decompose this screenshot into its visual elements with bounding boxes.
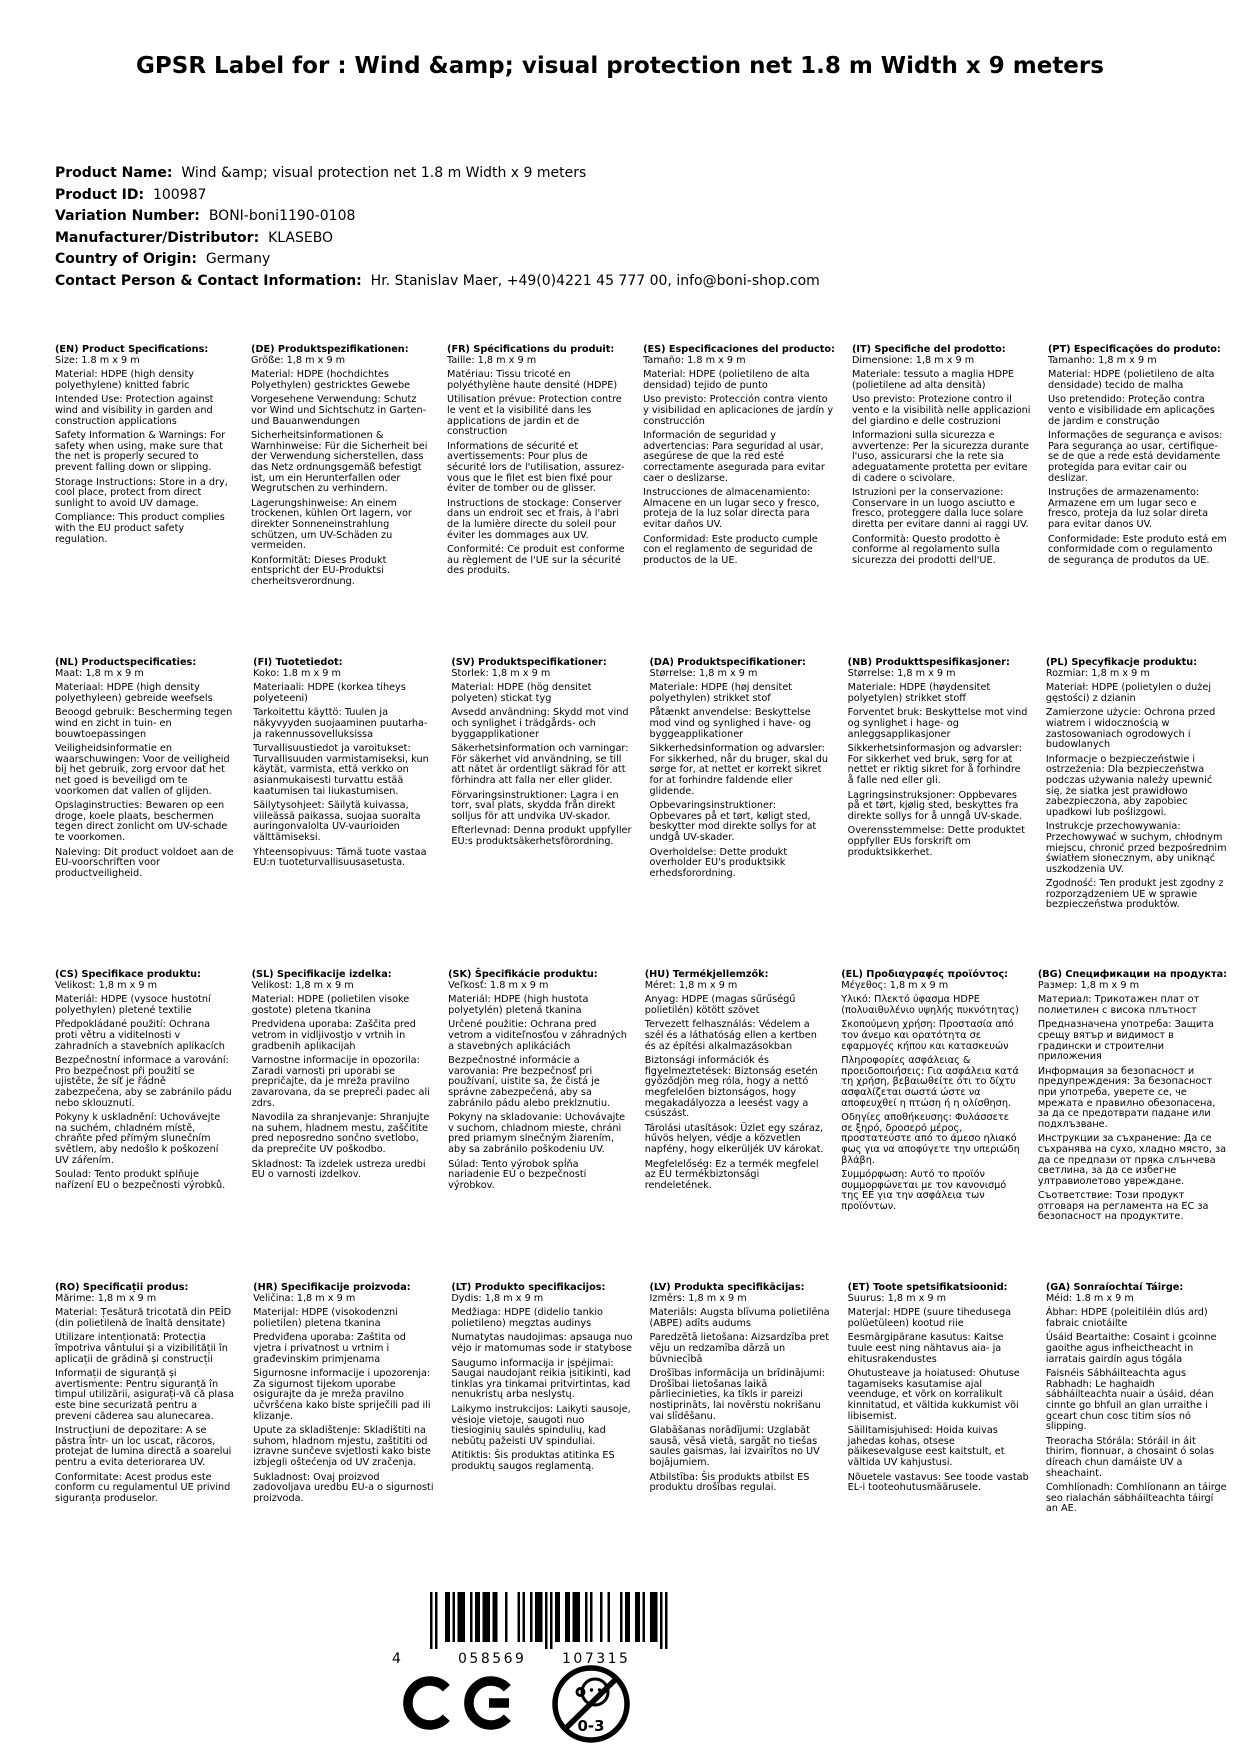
spec-paragraph: Tervezett felhasználás: Védelem a szél és a láthatóság ellen a kertben és az építési alkalmazásokban — [644, 1019, 817, 1052]
spec-paragraph: Naleving: Dit product voldoet aan de EU-voorschriften voor productveiligheid. — [55, 846, 234, 879]
product-info-row — [55, 228, 820, 250]
spec-size-line: Größe: 1,8 m x 9 m — [251, 354, 346, 366]
spec-size-line: Izmērs: 1,8 m x 9 m — [649, 1292, 747, 1304]
spec-size-line: Velikost: 1,8 m x 9 m — [251, 979, 354, 991]
spec-size-line: Veľkosť: 1.8 m x 9 m — [448, 979, 549, 991]
spec-paragraph: Lagerungshinweise: An einem trockenen, kühlen Ort lagern, vor direkter Sonneneinstrahlung schützen, um UV-Schäden zu vermeiden. — [251, 497, 412, 552]
spec-paragraph: Bezpečnostné informácie a varovania: Pre bezpečnosť pri používaní, uistite sa, že čistá je správne zabezpečená, aby sa zabránilo pádu alebo preklznutiu. — [448, 1055, 611, 1109]
spec-paragraph: Opbevaringsinstruktioner: Opbevares på et tørt, køligt sted, beskytter mod direkte sollys for at undgå UV-skader. — [649, 800, 817, 843]
spec-paragraph: Predviđena uporaba: Zaštita od vjetra i privatnost u vrtnim i građevinskim primjenama — [253, 1332, 406, 1365]
spec-block-pl — [1046, 658, 1227, 911]
spec-heading: (LV) Produkta specifikācijas: — [649, 1282, 805, 1293]
spec-paragraph: Material: HDPE (high density polyethylene) knitted fabric — [55, 369, 194, 391]
spec-paragraph: Safety Information & Warnings: For safety when using, make sure that the net is properly secured to prevent falling down or slipping. — [55, 430, 226, 473]
spec-block-bg — [1038, 970, 1227, 1223]
spec-paragraph: Tarkoitettu käyttö: Tuulen ja näkyvyyden suojaaminen puutarha- ja rakennussovelluksissa — [253, 707, 428, 740]
spec-size-line: Dydis: 1,8 m x 9 m — [451, 1292, 544, 1304]
spec-paragraph: Matériau: Tissu tricoté en polyéthylène haute densité (HDPE) — [447, 369, 618, 391]
spec-paragraph: Numatytas naudojimas: apsauga nuo vėjo ir matomumas sode ir statybose — [451, 1332, 633, 1354]
spec-paragraph: Soulad: Tento produkt splňuje nařízení EU o bezpečnosti výrobků. — [55, 1169, 226, 1191]
spec-block-cs — [55, 970, 235, 1223]
ean13-barcode — [392, 1592, 682, 1672]
spec-paragraph: Anyag: HDPE (magas sűrűségű polietilén) kötött szövet — [644, 994, 796, 1016]
spec-heading: (NB) Produkttspesifikasjoner: — [847, 657, 1010, 668]
product-info-row — [55, 249, 820, 271]
spec-paragraph: Materiale: HDPE (høydensitet polyetylen) strikket stoff — [847, 682, 991, 704]
spec-paragraph: Materiał: HDPE (polietylen o dużej gęstości) z dzianin — [1045, 682, 1212, 704]
spec-heading: (IT) Specifiche del prodotto: — [851, 344, 1006, 355]
spec-block-et — [848, 1283, 1029, 1515]
barcode-system-digit: 4 — [392, 1651, 404, 1667]
spec-paragraph: Atitiktis: Šis produktas atitinka ES produktų saugos reglamentą. — [451, 1450, 615, 1472]
spec-paragraph: Οδηγίες αποθήκευσης: Φυλάσσετε σε ξηρό, δροσερό μέρος, προστατεύστε από το άμεσο ηλιακό φως για να αποφύγετε την υπεριώδη βλάβη. — [841, 1112, 1020, 1166]
age-warning-label: 0-3 — [577, 1717, 605, 1735]
spec-heading: (HU) Termékjellemzők: — [644, 969, 769, 980]
spec-paragraph: Megfelelőség: Ez a termék megfelel az EU termékbiztonsági rendeletének. — [644, 1158, 819, 1191]
spec-grid-row-2 — [55, 658, 1227, 911]
spec-heading: (SL) Specifikacije izdelka: — [251, 969, 392, 980]
spec-paragraph: Eesmärgipärane kasutus: Kaitse tuule eest ning nähtavus aia- ja ehitusrakendustes — [847, 1332, 1004, 1365]
spec-paragraph: Conformità: Questo prodotto è conforme al regolamento sulla sicurezza dei prodotti dell'UE. — [851, 533, 1001, 566]
spec-paragraph: Treoracha Stórála: Stóráil in áit thirim, fionnuar, a chosaint ó solas díreach chun damáiste UV a sheachaint. — [1045, 1435, 1215, 1479]
product-info-value: KLASEBO — [259, 229, 334, 246]
product-info-label: Product Name: — [55, 165, 173, 181]
product-info-label: Country of Origin: — [55, 251, 197, 267]
spec-paragraph: Avsedd användning: Skydd mot vind och synlighet i trädgårds- och byggapplikationer — [451, 707, 629, 740]
spec-block-fi — [253, 658, 434, 911]
spec-paragraph: Förvaringsinstruktioner: Lagra i en torr, sval plats, skydda från direkt solljus för att undvika UV-skador. — [451, 789, 619, 822]
spec-block-ro — [55, 1283, 236, 1515]
age-warning-0-3-icon — [549, 1662, 633, 1746]
barcode-left-digits: 058569 — [458, 1651, 527, 1667]
spec-block-it — [852, 345, 1031, 587]
spec-paragraph: Υλικό: Πλεκτό ύφασμα HDPE (πολυαιθυλένιο υψηλής πυκνότητας) — [841, 994, 1019, 1016]
spec-paragraph: Tárolási utasítások: Üzlet egy száraz, hűvös helyen, védje a közvetlen napfény, hogy elkerüljék UV károkat. — [644, 1122, 824, 1155]
spec-size-line: Rozmiar: 1,8 m x 9 m — [1045, 667, 1150, 679]
product-info-label: Contact Person & Contact Information: — [55, 272, 362, 289]
spec-paragraph: Zamierzone użycie: Ochrona przed wiatrem i widocznością w zastosowaniach ogrodowych i budowlanych — [1045, 707, 1216, 751]
spec-size-line: Størrelse: 1,8 m x 9 m — [649, 667, 758, 679]
spec-block-pt — [1048, 345, 1227, 587]
barcode-right-digits: 107315 — [562, 1651, 631, 1667]
spec-paragraph: Uso previsto: Protezione contro il vento e la visibilità nelle applicazioni del giardino e delle costruzioni — [851, 394, 1031, 427]
spec-paragraph: Materiál: HDPE (high hustota polyetylén) pletená tkanina — [448, 994, 589, 1016]
spec-size-line: Velikost: 1,8 m x 9 m — [55, 979, 158, 991]
product-info-row — [55, 206, 820, 228]
spec-paragraph: Forventet bruk: Beskyttelse mot vind og synlighet i hage- og anleggsapplikasjoner — [847, 707, 1028, 740]
spec-paragraph: Instrucciones de almacenamiento: Almacene en un lugar seco y fresco, proteja de la luz solar directa para evitar daños UV. — [643, 487, 820, 530]
spec-paragraph: Conformité: Ce produit est conforme au règlement de l'UE sur la sécurité des produits. — [447, 544, 625, 577]
spec-size-line: Veličina: 1,8 m x 9 m — [253, 1292, 356, 1304]
spec-grid-row-4 — [55, 1283, 1227, 1515]
spec-paragraph: Instruções de armazenamento: Armazene em um lugar seco e fresco, proteja da luz solar direta para evitar danos UV. — [1047, 487, 1209, 530]
spec-heading: (SK) Špecifikácie produktu: — [448, 969, 598, 980]
spec-paragraph: Informations de sécurité et avertissements: Pour plus de sécurité lors de l'utilisation, assurez-vous que le filet est bien fixé pour éviter de tomber ou de glisser. — [447, 440, 625, 495]
spec-paragraph: Информация за безопасност и предупреждения: За безопасност при употреба, уверете се, че мрежата е правилно обезопасена, за да се предотврати падане или подхлъзване. — [1037, 1065, 1216, 1130]
spec-block-lv — [650, 1283, 831, 1515]
spec-paragraph: Yhteensopivuus: Tämä tuote vastaa EU:n tuoteturvallisuusasetusta. — [253, 846, 427, 869]
page-title: GPSR Label for : Wind &amp; visual protection net 1.8 m Width x 9 meters — [136, 53, 1104, 79]
spec-paragraph: Uso pretendido: Proteção contra vento e visibilidade em aplicações de jardim e construção — [1047, 394, 1215, 427]
spec-paragraph: Sikkerhedsinformation og advarsler: For sikkerhed, når du bruger, skal du sørge for, at nettet er korrekt sikret for at forhindre faldende eller glidende. — [649, 743, 829, 797]
spec-paragraph: Turvallisuustiedot ja varoitukset: Turvallisuuden varmistamiseksi, kun käytät, varmista, että verkko on asianmukaisesti turvattu estää kaatumisen tai liukastumisen. — [253, 743, 429, 797]
spec-paragraph: Nõuetele vastavus: See toode vastab EL-i tooteohutusmäärusele. — [847, 1471, 1029, 1494]
spec-paragraph: Materiale: tessuto a maglia HDPE (polietilene ad alta densità) — [851, 369, 1015, 391]
barcode-bars — [430, 1592, 668, 1649]
spec-size-line: Størrelse: 1,8 m x 9 m — [847, 667, 956, 679]
product-info-value: Wind &amp; visual protection net 1.8 m Width x 9 meters — [172, 165, 587, 181]
product-info-value: Hr. Stanislav Maer, +49(0)4221 45 777 00, info@boni-shop.com — [361, 272, 820, 289]
spec-size-line: Méid: 1.8 m x 9 m — [1045, 1292, 1134, 1304]
spec-heading: (SV) Produktspecifikationer: — [451, 657, 607, 668]
spec-paragraph: Navodila za shranjevanje: Shranjujte na suhem, hladnem mestu, zaščitite pred neposredno sončno svetlobo, da preprečite UV poškodbo. — [251, 1112, 430, 1155]
spec-grid-row-3 — [55, 970, 1227, 1223]
spec-heading: (GA) Sonraíochtaí Táirge: — [1045, 1282, 1184, 1293]
spec-paragraph: Materiale: HDPE (høj densitet polyethylen) strikket stof — [649, 682, 793, 704]
spec-paragraph: Istruzioni per la conservazione: Conservare in un luogo asciutto e fresco, proteggere dalla luce solare diretta per evitare danni ai raggi UV. — [851, 487, 1029, 530]
spec-heading: (PT) Especificações do produto: — [1047, 344, 1221, 355]
spec-heading: (EN) Product Specifications: — [55, 344, 209, 355]
spec-paragraph: Overensstemmelse: Dette produktet oppfyller EUs forskrift om produktsikkerhet. — [847, 825, 1025, 858]
spec-paragraph: Sukladnost: Ovaj proizvod zadovoljava uredbu EU-a o sigurnosti proizvoda. — [253, 1471, 434, 1504]
spec-paragraph: Material: HDPE (polietilen visoke gostote) pletena tkanina — [251, 994, 410, 1016]
spec-paragraph: Informații de siguranță și avertismente: Pentru siguranță în timpul utilizării, asigurați-vă că plasa este bine securizată pentru a preveni căderea sau alunecarea. — [55, 1368, 235, 1422]
spec-paragraph: Veiligheidsinformatie en waarschuwingen: Voor de veiligheid bij het gebruik, zorg ervoor dat het net goed is beveiligd om te voorkomen dat vallen of glijden. — [55, 743, 230, 797]
spec-paragraph: Pokyny k uskladnění: Uchovávejte na suchém, chladném místě, chraňte před přímým slunečním světlem, aby nedošlo k poškození UV zářením. — [55, 1112, 221, 1166]
spec-paragraph: Pokyny na skladovanie: Uchovávajte v suchom, chladnom mieste, chráni pred priamym slnečným žiarením, aby sa zabránilo poškodeniu UV. — [448, 1112, 626, 1155]
spec-paragraph: Upute za skladištenje: Skladištiti na suhom, hladnom mjestu, zaštititi od izravne sunčeve svjetlosti kako biste izbjegli oštećenja od UV zračenja. — [253, 1425, 431, 1468]
spec-paragraph: Säkerhetsinformation och varningar: För säkerhet vid användning, se till att nätet är ordentligt säkrad för att förhindra att falla ner eller glider. — [451, 743, 629, 786]
product-info-row — [55, 163, 820, 185]
product-info-block — [55, 163, 820, 292]
spec-paragraph: Predvidena uporaba: Zaščita pred vetrom in vidljivostjo v vrtnih in gradbenih aplikacijah — [251, 1019, 416, 1052]
spec-block-sl — [252, 970, 432, 1223]
spec-size-line: Suurus: 1,8 m x 9 m — [847, 1292, 947, 1304]
ce-mark-icon — [403, 1674, 519, 1732]
spec-paragraph: Σκοπούμενη χρήση: Προστασία από τον άνεμο και ορατότητα σε εφαρμογές κήπου και κατασκευών — [841, 1019, 1014, 1052]
spec-paragraph: Información de seguridad y advertencias: Para seguridad al usar, asegúrese de que la red esté correctamente asegurada para evitar caer o deslizarse. — [643, 430, 825, 484]
spec-heading: (ES) Especificaciones del producto: — [643, 344, 835, 355]
spec-paragraph: Material: Țesătură tricotată din PEÎD (din polietilenă de înaltă densitate) — [55, 1307, 232, 1329]
spec-paragraph: Informazioni sulla sicurezza e avvertenze: Per la sicurezza durante l'uso, assicurarsi che la rete sia adeguatamente protetta per evitare di cadere o scivolare. — [851, 430, 1030, 484]
spec-paragraph: Zgodność: Ten produkt jest zgodny z rozporządzeniem UE w sprawie bezpieczeństwa produktów. — [1045, 878, 1224, 911]
spec-heading: (BG) Спецификации на продукта: — [1037, 969, 1227, 980]
spec-paragraph: Sigurnosne informacije i upozorenja: Za sigurnost tijekom uporabe osigurajte da je mreža pravilno učvršćena kako biste spriječili pad ili klizanje. — [253, 1368, 431, 1422]
spec-paragraph: Glabāšanas norādījumi: Uzglabāt sausā, vēsā vietā, sargāt no tiešas saules gaismas, lai izvairītos no UV bojājumiem. — [649, 1425, 820, 1468]
spec-paragraph: Instrukcje przechowywania: Przechowywać w suchym, chłodnym miejscu, chronić przed bezpośrednim światłem słonecznym, aby uniknąć uszkodzenia UV. — [1045, 821, 1227, 875]
spec-paragraph: Faisnéis Sábháilteachta agus Rabhadh: Le haghaidh sábháilteachta nuair a úsáid, déan cinnte go bhfuil an glan urraithe i gceart chun cosc titim síos nó slipping. — [1045, 1368, 1214, 1433]
spec-paragraph: Πληροφορίες ασφάλειας & προειδοποιήσεις: Για ασφάλεια κατά τη χρήση, βεβαιωθείτε ότι το δίχτυ ασφαλίζεται σωστά ώστε να αποφευχθεί η πτώση ή η ολίσθηση. — [841, 1055, 1019, 1109]
spec-heading: (CS) Specifikace produktu: — [55, 969, 201, 980]
spec-block-nb — [848, 658, 1029, 911]
spec-heading: (FI) Tuotetiedot: — [253, 657, 343, 668]
spec-paragraph: Conformidade: Este produto está em conformidade com o regulamento de segurança de produtos da UE. — [1047, 533, 1227, 566]
spec-paragraph: Biztonsági információk és figyelmeztetések: Biztonság esetén győződjön meg róla, hogy a nettó megfelelően biztonságos, hogy megakadályozza a leesést vagy a csúszást. — [644, 1055, 818, 1120]
spec-paragraph: Informações de segurança e avisos: Para segurança ao usar, certifique-se de que a rede está devidamente protegida para evitar cair ou deslizar. — [1047, 430, 1223, 484]
spec-paragraph: Utilizare intenționată: Protecția împotriva vântului și a vizibilității în aplicații de grădină și construcții — [55, 1332, 228, 1365]
spec-paragraph: Overholdelse: Dette produkt overholder EU's produktsikk erhedsforordning. — [649, 846, 788, 879]
spec-paragraph: Conformidad: Este producto cumple con el reglamento de seguridad de productos de la UE. — [643, 533, 818, 566]
spec-size-line: Taille: 1,8 m x 9 m — [447, 354, 537, 366]
spec-paragraph: Skladnost: Ta izdelek ustreza uredbi EU o varnosti izdelkov. — [251, 1158, 426, 1181]
spec-paragraph: Предназначена употреба: Защита срещу вятър и видимост в градински и строителни приложения — [1037, 1019, 1214, 1063]
spec-paragraph: Saugumo informacija ir įspėjimai: Saugai naudojant reikia įsitikinti, kad tinklas yra tinkamai pritvirtintas, kad nenukristų arba neslystų. — [451, 1357, 631, 1401]
spec-paragraph: Utilisation prévue: Protection contre le vent et la visibilité dans les applications de jardin et de construction — [447, 394, 622, 438]
spec-paragraph: Compliance: This product complies with the EU product safety regulation. — [55, 512, 225, 545]
spec-block-hu — [645, 970, 825, 1223]
spec-paragraph: Materiál: HDPE (vysoce hustotní polyethylen) pletené textilie — [55, 994, 211, 1016]
spec-size-line: Storlek: 1,8 m x 9 m — [451, 667, 551, 679]
spec-heading: (HR) Specifikacije proizvoda: — [253, 1282, 411, 1293]
spec-size-line: Mărime: 1,8 m x 9 m — [55, 1292, 157, 1304]
spec-paragraph: Påtænkt anvendelse: Beskyttelse mod vind og synlighed i have- og byggeapplikationer — [649, 707, 812, 740]
spec-paragraph: Materijal: HDPE (visokodenzni polietilen) pletena tkanina — [253, 1307, 398, 1329]
spec-heading: (RO) Specificații produs: — [55, 1282, 189, 1293]
spec-heading: (DA) Produktspecifikationer: — [649, 657, 806, 668]
spec-heading: (NL) Productspecificaties: — [55, 657, 197, 668]
spec-paragraph: Инструкции за съхранение: Да се съхранява на сухо, хладно място, за да се предпази от пряка слънчева светлина, за да се избегне ултравиолетово увреждане. — [1037, 1133, 1227, 1187]
spec-paragraph: Paredzētā lietošana: Aizsardzība pret vēju un redzamība dārzā un būvniecībā — [649, 1332, 830, 1365]
product-info-row — [55, 271, 820, 293]
spec-block-da — [650, 658, 831, 911]
spec-paragraph: Určené použitie: Ochrana pred vetrom a viditeľnosťou v záhradných a stavebných aplikáciách — [448, 1019, 627, 1052]
spec-paragraph: Bezpečnostní informace a varování: Pro bezpečnost při použití se ujistěte, že síť je řádně zabezpečena, aby se zabránilo pádu nebo sklouznutí. — [55, 1055, 232, 1109]
product-info-row — [55, 185, 820, 207]
spec-paragraph: Beoogd gebruik: Bescherming tegen wind en zicht in tuin- en bouwtoepassingen — [55, 707, 233, 740]
spec-size-line: Μέγεθος: 1,8 m x 9 m — [841, 979, 949, 991]
spec-heading: (PL) Specyfikacje produktu: — [1045, 657, 1198, 668]
spec-heading: (FR) Spécifications du produit: — [447, 344, 615, 355]
spec-size-line: Koko: 1.8 m x 9 m — [253, 667, 341, 679]
spec-block-es — [643, 345, 835, 587]
spec-paragraph: Laikymo instrukcijos: Laikyti sausoje, vėsioje vietoje, saugoti nuo tiesioginių saulės spindulių, kad nebūtų pažeisti UV spinduliai. — [451, 1403, 631, 1447]
spec-block-ga — [1046, 1283, 1227, 1515]
spec-size-line: Размер: 1,8 m x 9 m — [1037, 979, 1140, 991]
spec-block-fr — [447, 345, 626, 587]
spec-paragraph: Úsáid Beartaithe: Cosaint i gcoinne gaoithe agus infheictheacht in iarratais gairdín agus tógála — [1045, 1332, 1217, 1365]
spec-paragraph: Lagringsinstruksjoner: Oppbevares på et tørt, kjølig sted, beskyttes fra direkte sollys for å unngå UV-skade. — [847, 789, 1023, 822]
spec-paragraph: Vorgesehene Verwendung: Schutz vor Wind und Sichtschutz in Garten- und Bauanwendungen — [251, 394, 427, 427]
product-info-label: Variation Number: — [55, 208, 200, 224]
spec-paragraph: Efterlevnad: Denna produkt uppfyller EU:s produktsäkerhetsförordning. — [451, 825, 632, 847]
spec-paragraph: Material: HDPE (hög densitet polyeten) stickat tyg — [451, 682, 592, 704]
spec-heading: (EL) Προδιαγραφές προϊόντος: — [841, 969, 1009, 980]
product-info-value: 100987 — [144, 186, 207, 203]
spec-paragraph: Storage Instructions: Store in a dry, cool place, protect from direct sunlight to avoid UV damage. — [55, 476, 228, 509]
spec-paragraph: Medžiaga: HDPE (didelio tankio polietileno) megztas audinys — [451, 1307, 603, 1329]
spec-paragraph: Comhlíonadh: Comhlíonann an táirge seo rialachán sábháilteachta táirgí an AE. — [1045, 1482, 1227, 1515]
spec-paragraph: Uso previsto: Protección contra viento y visibilidad en aplicaciones de jardín y construcción — [643, 394, 834, 427]
spec-paragraph: Ohutusteave ja hoiatused: Ohutuse tagamiseks kasutamise ajal veenduge, et võrk on korralikult kinnitatud, et vältida kukkumist või libisemist. — [847, 1368, 1020, 1422]
spec-paragraph: Säilytysohjeet: Säilytä kuivassa, viileässä paikassa, suojaa suoralta auringonvalolta UV-vaurioiden välttämiseksi. — [253, 800, 421, 843]
spec-heading: (ET) Toote spetsifikatsioonid: — [847, 1282, 1008, 1293]
spec-block-sv — [451, 658, 632, 911]
spec-paragraph: Materiaali: HDPE (korkea tiheys polyeteeni) — [253, 682, 406, 704]
spec-block-hr — [253, 1283, 434, 1515]
spec-paragraph: Säilitamisjuhised: Hoida kuivas jahedas kohas, otsese päikesevalguse eest kaitstult, et vältida UV kahjustusi. — [847, 1425, 1005, 1468]
spec-size-line: Tamaño: 1.8 m x 9 m — [643, 354, 746, 366]
spec-block-sk — [448, 970, 628, 1223]
spec-paragraph: Material: HDPE (polietileno de alta densidade) tecido de malha — [1047, 369, 1215, 391]
product-info-label: Manufacturer/Distributor: — [55, 229, 260, 246]
spec-paragraph: Súlad: Tento výrobok spĺňa nariadenie EÚ o bezpečnosti výrobkov. — [448, 1158, 587, 1191]
spec-block-de — [251, 345, 430, 587]
spec-paragraph: Intended Use: Protection against wind and visibility in garden and construction applications — [55, 394, 214, 427]
spec-size-line: Maat: 1,8 m x 9 m — [55, 667, 144, 679]
spec-paragraph: Drošības informācija un brīdinājumi: Drošībai lietošanas laikā pārliecinieties, ka tīkls ir pareizi nostiprināts, lai novērstu nokrišanu vai slīdēšanu. — [649, 1368, 826, 1422]
spec-paragraph: Konformität: Dieses Produkt entspricht der EU-Produktsi cherheitsverordnung. — [251, 554, 387, 587]
spec-size-line: Dimensione: 1,8 m x 9 m — [851, 354, 975, 366]
spec-paragraph: Material: HDPE (hochdichtes Polyethylen) gestricktes Gewebe — [251, 369, 411, 391]
spec-paragraph: Sikkerhetsinformasjon og advarsler: For sikkerhet ved bruk, sørg for at nettet er riktig sikret for å forhindre å falle ned eller gli. — [847, 743, 1022, 786]
spec-size-line: Méret: 1,8 m x 9 m — [644, 979, 738, 991]
spec-block-lt — [451, 1283, 632, 1515]
spec-heading: (LT) Produkto specifikacijos: — [451, 1282, 606, 1293]
product-info-value: Germany — [197, 251, 271, 267]
spec-paragraph: Atbilstība: Šis produkts atbilst ES produktu drošības regulai. — [649, 1471, 810, 1494]
spec-block-nl — [55, 658, 236, 911]
spec-paragraph: Съответствие: Този продукт отговаря на регламента на ЕС за безопасност на продуктите. — [1037, 1190, 1209, 1223]
spec-paragraph: Materiāls: Augsta blīvuma polietilēna (ABPE) adīts audums — [649, 1307, 830, 1329]
spec-paragraph: Varnostne informacije in opozorila: Zaradi varnosti pri uporabi se prepričajte, da je mreža pravilno zavarovana, da se prepreči padec ali zdrs. — [251, 1055, 430, 1109]
spec-paragraph: Ábhar: HDPE (poleitiléin dlús ard) fabraic cniotáilte — [1045, 1307, 1208, 1329]
spec-paragraph: Předpokládané použití: Ochrana proti větru a viditelnosti v zahradních a stavebních aplikacích — [55, 1019, 225, 1052]
spec-paragraph: Material: HDPE (polietileno de alta densidad) tejido de punto — [643, 369, 810, 391]
spec-size-line: Tamanho: 1,8 m x 9 m — [1047, 354, 1157, 366]
product-info-label: Product ID: — [55, 186, 145, 203]
spec-paragraph: Instrucțiuni de depozitare: A se păstra într- un loc uscat, răcoros, protejat de lumina directă a soarelui pentru a evita deteriorarea UV. — [55, 1425, 232, 1468]
spec-paragraph: Materiaal: HDPE (high density polyethyleen) gebreide weefsels — [55, 682, 213, 704]
spec-block-en — [55, 345, 234, 587]
spec-paragraph: Συμμόρφωση: Αυτό το προϊόν συμμορφώνεται με τον κανονισμό της ΕΕ για την ασφάλεια των προϊόντων. — [841, 1169, 1007, 1212]
spec-paragraph: Instructions de stockage: Conserver dans un endroit sec et frais, à l'abri de la lumière directe du soleil pour éviter les dommages aux UV. — [447, 497, 622, 541]
spec-paragraph: Conformitate: Acest produs este conform cu regulamentul UE privind siguranța produselor. — [55, 1471, 231, 1504]
spec-paragraph: Материал: Трикотажен плат от полиетилен с висока плътност — [1037, 994, 1200, 1016]
spec-paragraph: Sicherheitsinformationen & Warnhinweise: Für die Sicherheit bei der Verwendung sicherstellen, dass das Netz ordnungsgemäß befestigt ist, um ein Herunterfallen oder Wegrutschen zu verhindern. — [251, 430, 428, 495]
spec-paragraph: Opslaginstructies: Bewaren op een droge, koele plaats, beschermen tegen direct zonlicht om UV-schade te voorkomen. — [55, 800, 228, 843]
spec-grid-row-1 — [55, 345, 1227, 587]
spec-paragraph: Informacje o bezpieczeństwie i ostrzeżenia: Dla bezpieczeństwa podczas używania należy upewnić się, że siatka jest prawidłowo zabezpieczona, aby zapobiec upadkowi lub poślizgowi. — [1045, 753, 1213, 818]
product-info-value: BONI-boni1190-0108 — [199, 208, 356, 224]
spec-heading: (DE) Produktspezifikationen: — [251, 344, 409, 355]
spec-size-line: Size: 1.8 m x 9 m — [55, 354, 140, 366]
spec-paragraph: Materjal: HDPE (suure tihedusega polüetüleen) kootud riie — [847, 1307, 1012, 1329]
spec-block-el — [841, 970, 1021, 1223]
